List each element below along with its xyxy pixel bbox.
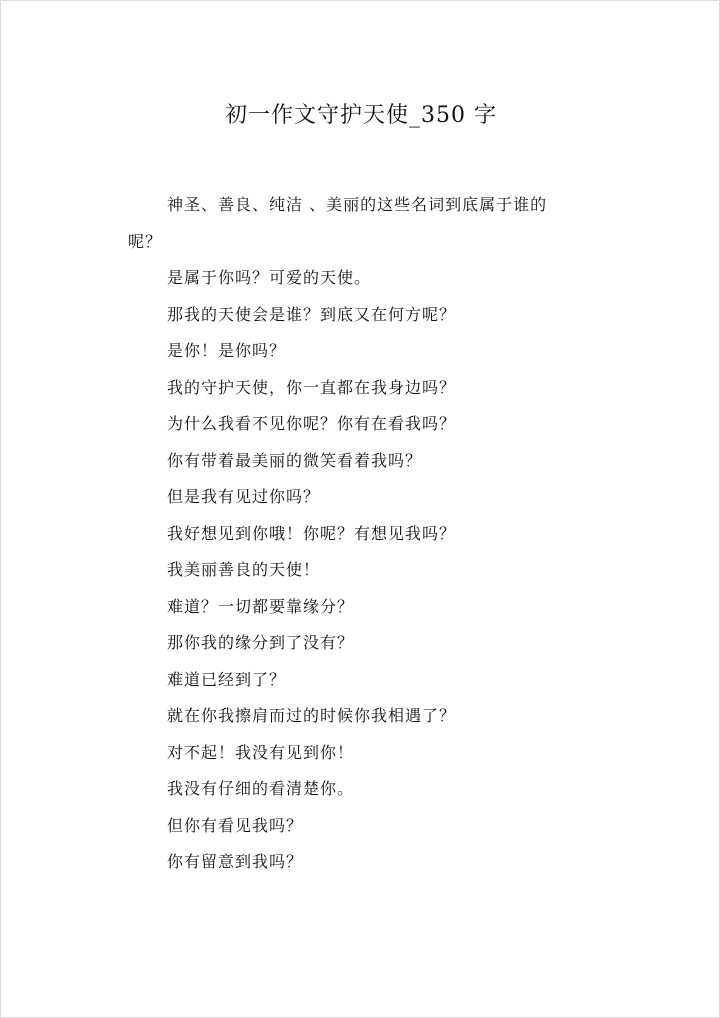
text-line: 但是我有见过你吗？	[167, 487, 321, 506]
document-body	[1, 187, 720, 881]
text-line: 你有留意到我吗？	[167, 852, 304, 871]
text-line: 那我的天使会是谁？到底又在何方呢？	[167, 304, 457, 324]
text-line: 你有带着最美丽的微笑看着我吗？	[167, 450, 423, 470]
text-line: 难道已经到了？	[167, 669, 287, 689]
text-line: 就在你我擦肩而过的时候你我相遇了？	[167, 706, 457, 725]
text-line: 我好想见到你哦！你呢？有想见我吗？	[167, 523, 457, 543]
text-line: 我没有仔细的看清楚你。	[167, 779, 355, 798]
text-line: 为什么我看不见你呢？你有在看我吗？	[167, 414, 457, 433]
document-title: 初一作文守护天使_350 字	[225, 103, 497, 128]
text-line: 是属于你吗？可爱的天使。	[167, 268, 372, 287]
text-line: 难道？一切都要靠缘分？	[167, 596, 355, 616]
paragraph-line: 神圣、善良、纯洁 、美丽的这些名词到底属于谁的	[167, 195, 548, 214]
first-paragraph	[1, 187, 720, 260]
paragraph-line: 呢？	[128, 231, 163, 251]
text-line: 我美丽善良的天使！	[167, 560, 321, 579]
text-line: 对不起！我没有见到你！	[167, 742, 355, 762]
text-line: 我的守护天使，你一直都在我身边吗？	[167, 377, 457, 397]
text-line: 但你有看见我吗？	[167, 815, 304, 835]
text-line: 是你！是你吗？	[167, 341, 287, 360]
text-line: 那你我的缘分到了没有？	[167, 633, 355, 652]
